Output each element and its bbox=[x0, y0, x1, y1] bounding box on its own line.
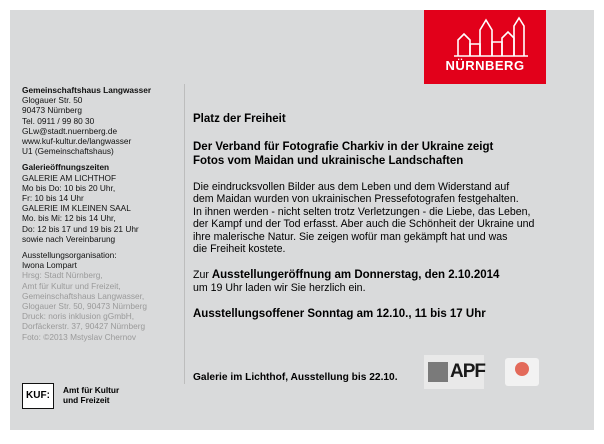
city-name: NÜRNBERG bbox=[445, 58, 525, 73]
body-line: dem Maidan wurden von ukrainischen Pressefotografen festgehalten. bbox=[193, 193, 519, 206]
credits-line: Druck: noris inklusion gGmbH, bbox=[22, 311, 135, 322]
phone: Tel. 0911 / 99 80 30 bbox=[22, 115, 95, 126]
kuf-name-line: und Freizeit bbox=[63, 395, 110, 406]
hours-line: GALERIE IM KLEINEN SAAL bbox=[22, 203, 131, 214]
body-line: der Kampf und der Tod erfasst. Aber auch die Schönheit der Ukraine und bbox=[193, 218, 535, 231]
sidebar-info bbox=[22, 85, 182, 342]
partner-logo bbox=[505, 358, 539, 386]
hours-line: Fr: 10 bis 14 Uhr bbox=[22, 193, 84, 204]
hours-line: Mo. bis Mi: 12 bis 14 Uhr, bbox=[22, 213, 116, 224]
headline-line: Der Verband für Fotografie Charkiv in der Ukraine zeigt bbox=[193, 141, 494, 153]
website: www.kuf-kultur.de/langwasser bbox=[22, 136, 132, 147]
email: GLw@stadt.nuernberg.de bbox=[22, 125, 118, 136]
credits-line: Glogauer Str. 50, 90473 Nürnberg bbox=[22, 301, 147, 312]
org-name: Iwona Lompart bbox=[22, 260, 77, 271]
apf-mark-icon bbox=[428, 362, 448, 382]
address-line: Glogauer Str. 50 bbox=[22, 95, 83, 106]
invite-line: um 19 Uhr laden wir Sie herzlich ein. bbox=[193, 281, 366, 294]
body-text bbox=[193, 181, 588, 255]
invite-prefix: Zur bbox=[193, 269, 212, 282]
venue-title: Gemeinschaftshaus Langwasser bbox=[22, 85, 152, 95]
kuf-logo: KUF: bbox=[22, 383, 54, 409]
gallery-line: Galerie im Lichthof, Ausstellung bis 22.10. bbox=[193, 372, 398, 383]
body-line: Die eindrucksvollen Bilder aus dem Leben und dem Widerstand auf bbox=[193, 181, 510, 193]
open-sunday: Ausstellungsoffener Sonntag am 12.10., 11 bis 17 Uhr bbox=[193, 308, 486, 321]
apf-text: APF bbox=[450, 361, 485, 382]
credits-line: Dorfäckerstr. 37, 90427 Nürnberg bbox=[22, 321, 146, 332]
address-line: 90473 Nürnberg bbox=[22, 105, 82, 116]
photo-credit: Foto: ©2013 Mstyslav Chernov bbox=[22, 331, 137, 342]
partner-circle-icon bbox=[515, 362, 529, 376]
hours-line: Do: 12 bis 17 und 19 bis 21 Uhr bbox=[22, 223, 139, 234]
credits-line: Amt für Kultur und Freizeit, bbox=[22, 280, 121, 291]
body-line: In ihnen werden - nicht selten trotz Verletzungen - die Liebe, das Leben, bbox=[193, 205, 531, 218]
divider bbox=[184, 84, 185, 384]
invitation bbox=[193, 269, 588, 294]
opening-date: Ausstellungeröffnung am Donnerstag, den 2.10.2014 bbox=[211, 269, 500, 282]
hours-title: Galerieöffnungszeiten bbox=[22, 162, 110, 173]
kuf-name-line: Amt für Kultur bbox=[63, 385, 120, 395]
kuf-name bbox=[63, 385, 119, 406]
hours-line: sowie nach Vereinbarung bbox=[22, 233, 116, 244]
transit: U1 (Gemeinschaftshaus) bbox=[22, 146, 114, 157]
body-line: ihre malerische Natur. Sie zeigen wofür man gekämpft hat und was bbox=[193, 230, 508, 243]
body-line: die Freiheit kostete. bbox=[193, 243, 286, 256]
credits-line: Gemeinschaftshaus Langwasser, bbox=[22, 290, 145, 301]
hours-line: GALERIE AM LICHTHOF bbox=[22, 172, 117, 183]
nuernberg-logo bbox=[424, 10, 546, 84]
apf-logo bbox=[424, 355, 484, 389]
place-title: Platz der Freiheit bbox=[193, 113, 286, 125]
headline bbox=[193, 140, 588, 168]
hours-line: Mo bis Do: 10 bis 20 Uhr, bbox=[22, 182, 116, 193]
org-title: Ausstellungsorganisation: bbox=[22, 250, 117, 261]
headline-line: Fotos vom Maidan und ukrainische Landschaften bbox=[193, 155, 464, 167]
skyline-icon bbox=[424, 10, 546, 58]
main-content bbox=[193, 112, 588, 320]
credits-line: Hrsg: Stadt Nürnberg, bbox=[22, 270, 103, 281]
